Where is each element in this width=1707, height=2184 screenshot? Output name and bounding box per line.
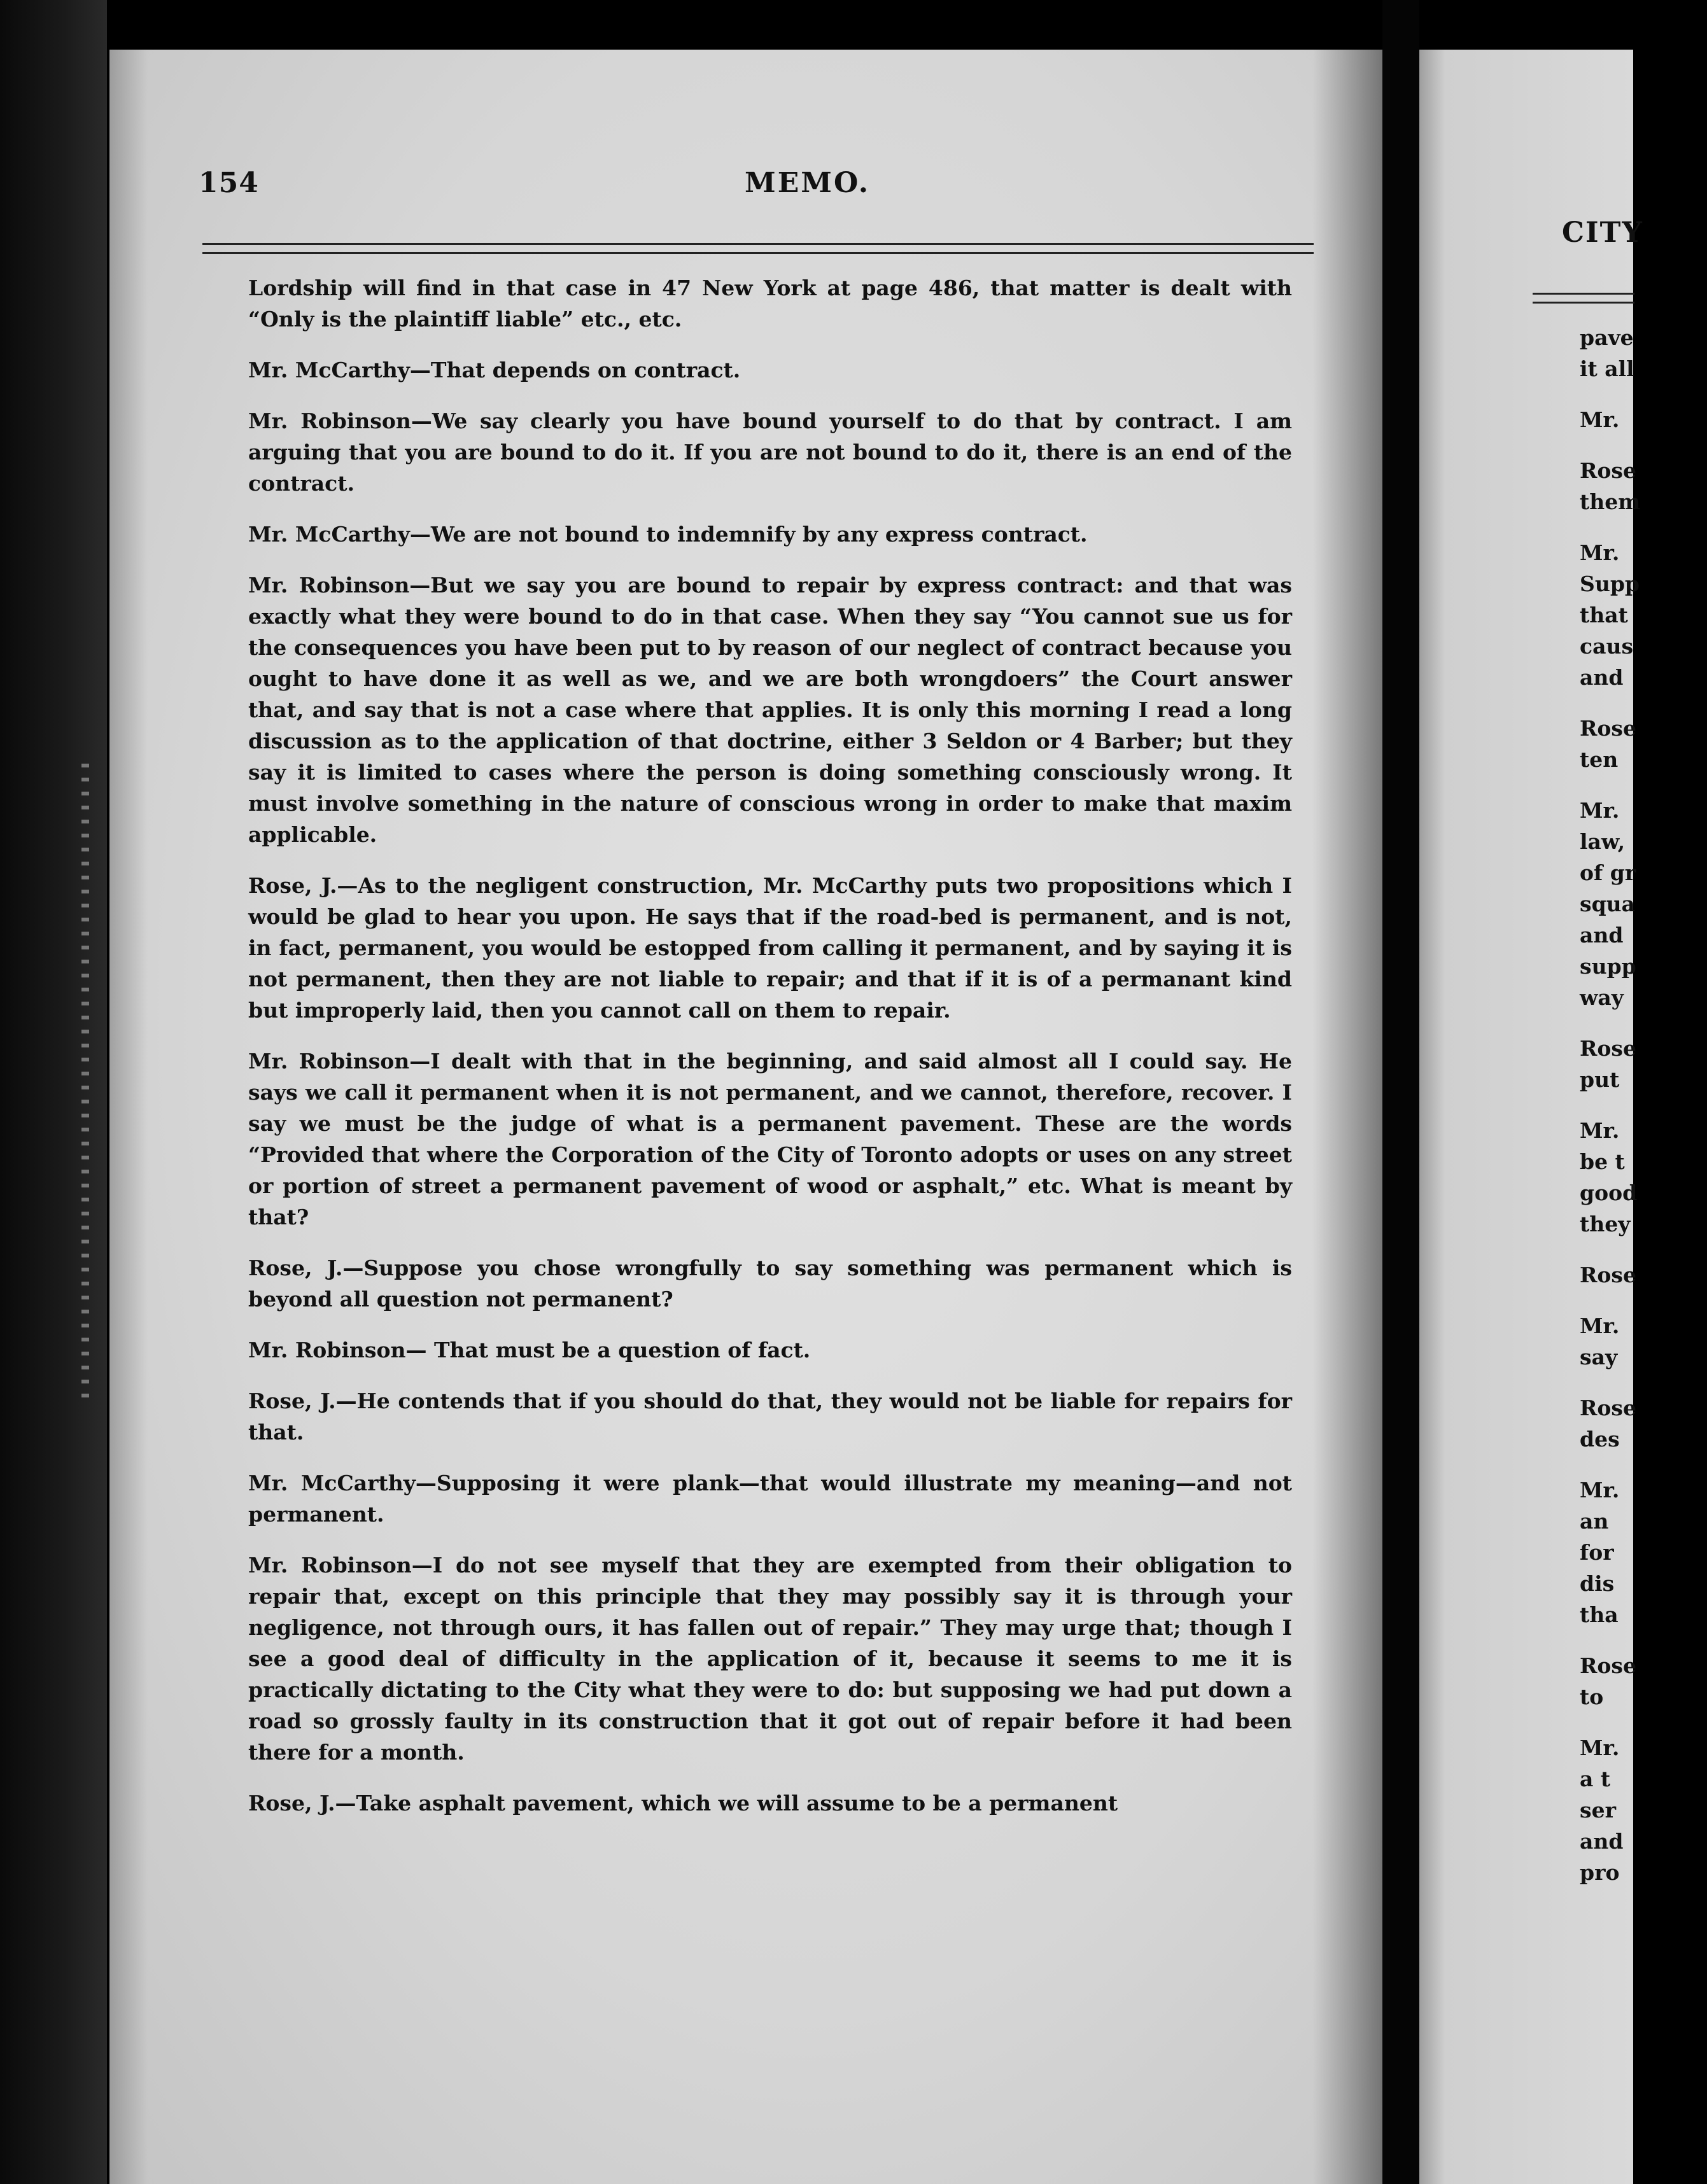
facing-line-fragment: Mr.	[1580, 1478, 1620, 1502]
paragraph: Rose, J.—He contends that if you should do that, they would not be liable for repairs for that.	[248, 1389, 1292, 1445]
paragraph-gap	[1580, 775, 1707, 795]
facing-line-fragment: that	[1580, 603, 1628, 627]
page-number: 154	[199, 167, 259, 199]
paragraph-gap	[1580, 693, 1707, 713]
facing-line-fragment: it all	[1580, 356, 1634, 381]
page-shadow-left	[109, 50, 148, 2184]
facing-line-fragment: pave	[1580, 325, 1634, 350]
paragraph-gap	[1580, 384, 1707, 404]
paragraph-gap	[1580, 435, 1707, 455]
facing-line-fragment: Rose	[1580, 716, 1637, 741]
facing-line-fragment: way	[1580, 985, 1624, 1010]
facing-line-fragment: squa	[1580, 892, 1636, 916]
facing-header-rule-top	[1533, 293, 1634, 295]
facing-line-fragment: them	[1580, 489, 1641, 514]
facing-line-fragment: and	[1580, 665, 1624, 690]
page-title: MEMO.	[745, 167, 871, 199]
facing-line-fragment: Rose	[1580, 1263, 1637, 1287]
paragraph-gap	[1580, 1240, 1707, 1259]
facing-line-fragment: des	[1580, 1427, 1620, 1452]
facing-line-fragment: ser	[1580, 1798, 1616, 1823]
paragraph-gap	[1580, 517, 1707, 537]
facing-line-fragment: an	[1580, 1509, 1609, 1534]
facing-line-fragment: to	[1580, 1684, 1604, 1709]
header-rule-bottom	[202, 252, 1314, 254]
paragraph: Rose, J.—As to the negligent construction, Mr. McCarthy puts two propositions which I would be glad to hear you upon. He says that if the road-bed is permanent, and is not, in fact, permanent, you would be estopped from calling it permanent, and by saying it is not permanent, then they are not liable to repair; and that if it is of a permanant kind but improperly laid, then you cannot call on them to repair.	[248, 873, 1292, 1023]
facing-line-fragment: Mr.	[1580, 1313, 1620, 1338]
facing-line-fragment: law,	[1580, 829, 1626, 854]
facing-line-fragment: good	[1580, 1180, 1638, 1205]
facing-line-fragment: ten	[1580, 747, 1619, 772]
facing-line-fragment: pro	[1580, 1860, 1620, 1885]
facing-line-fragment: supp	[1580, 954, 1636, 979]
paragraph: Mr. Robinson—We say clearly you have bound yourself to do that by contract. I am arguing that you are bound to do it. If you are not bound to do it, there is an end of the contract.	[248, 409, 1292, 496]
paragraph: Lordship will find in that case in 47 New York at page 486, that matter is dealt with “Only is the plaintiff liable” etc., etc.	[248, 276, 1292, 332]
paragraph: Mr. Robinson—I do not see myself that they are exempted from their obligation to repair that, except on this principle that they may possibly say it is through your negligence, not through ours, it has fallen out of repair.” They may urge that; though I see a good deal of difficulty in the application of it, because it seems to me it is practically dictating to the City what they were to do: but supposing we had put down a road so grossly faulty in its construction that it got out of repair before it had been there for a month.	[248, 1553, 1292, 1765]
facing-line-fragment: for	[1580, 1540, 1614, 1565]
facing-line-fragment: and	[1580, 923, 1624, 948]
facing-line-fragment: Mr.	[1580, 540, 1620, 565]
facing-line-fragment: Rose	[1580, 458, 1637, 483]
facing-line-fragment: of gr	[1580, 860, 1636, 885]
page-body	[248, 272, 1292, 1838]
paragraph: Mr. Robinson—I dealt with that in the beginning, and said almost all I could say. He says we call it permanent when it is not permanent, and we cannot, therefore, recover. I say we must be the judge of what is a permanent pavement. These are the words “Provided that where the Corporation of the City of Toronto adopts or uses on any street or portion of street a permanent pavement of wood or asphalt,” etc. What is meant by that?	[248, 1049, 1292, 1229]
facing-line-fragment: they	[1580, 1212, 1631, 1236]
paragraph: Mr. McCarthy—That depends on contract.	[248, 358, 741, 382]
facing-line-fragment: Supp	[1580, 571, 1640, 596]
facing-line-fragment: a t	[1580, 1767, 1611, 1791]
facing-line-fragment: Rose	[1580, 1036, 1637, 1061]
facing-line-fragment: put	[1580, 1067, 1620, 1092]
facing-page	[1419, 50, 1643, 2184]
facing-line-fragment: Rose	[1580, 1653, 1637, 1678]
paragraph: Rose, J.—Take asphalt pavement, which we will assume to be a permanent	[248, 1791, 1118, 1816]
facing-line-fragment: say	[1580, 1345, 1618, 1369]
facing-line-fragment: Mr.	[1580, 407, 1620, 432]
facing-line-fragment: caus	[1580, 634, 1634, 659]
facing-line-fragment: and	[1580, 1829, 1624, 1854]
facing-line-fragment: Rose	[1580, 1396, 1637, 1420]
left-page-edge	[0, 0, 107, 2184]
paragraph-gap	[1580, 1013, 1707, 1033]
paragraph-gap	[1580, 1630, 1707, 1650]
paragraph: Mr. McCarthy—Supposing it were plank—that would illustrate my meaning—and not permanent.	[248, 1471, 1292, 1527]
paragraph-gap	[1580, 1373, 1707, 1392]
facing-line-fragment: Mr.	[1580, 1118, 1620, 1143]
facing-line-fragment: tha	[1580, 1602, 1619, 1627]
page-shadow-right	[1312, 50, 1382, 2184]
book-gutter	[1382, 0, 1419, 2184]
facing-line-fragment: be t	[1580, 1149, 1625, 1174]
paragraph-gap	[1580, 1712, 1707, 1732]
paragraph: Rose, J.—Suppose you chose wrongfully to say something was permanent which is beyond all question not permanent?	[248, 1256, 1292, 1312]
paragraph-gap	[1580, 1455, 1707, 1474]
facing-line-fragment: Mr.	[1580, 798, 1620, 823]
paragraph: Mr. McCarthy—We are not bound to indemnify by any express contract.	[248, 522, 1088, 547]
facing-page-header: CITY	[1562, 216, 1643, 249]
facing-line-fragment: dis	[1580, 1571, 1615, 1596]
facing-page-text-fragments	[1580, 322, 1707, 1888]
paragraph-gap	[1580, 1095, 1707, 1115]
paragraph-gap	[1580, 1291, 1707, 1310]
facing-line-fragment: Mr.	[1580, 1735, 1620, 1760]
paragraph: Mr. Robinson—But we say you are bound to repair by express contract: and that was exactly what they were bound to do in that case. When they say “You cannot sue us for the consequences you have been put to by reason of our neglect of contract because you ought to have done it as well as we, and we are both wrongdoers” the Court answer that, and say that is not a case where that applies. It is only this morning I read a long discussion as to the application of that doctrine, either 3 Seldon or 4 Barber; but they say it is limited to cases where the person is doing something consciously wrong. It must involve something in the nature of conscious wrong in order to make that maxim applicable.	[248, 573, 1292, 847]
facing-header-rule-bottom	[1533, 302, 1634, 304]
paragraph: Mr. Robinson— That must be a question of fact.	[248, 1338, 811, 1362]
spine-stitching	[81, 764, 89, 1400]
header-rule-top	[202, 243, 1314, 245]
